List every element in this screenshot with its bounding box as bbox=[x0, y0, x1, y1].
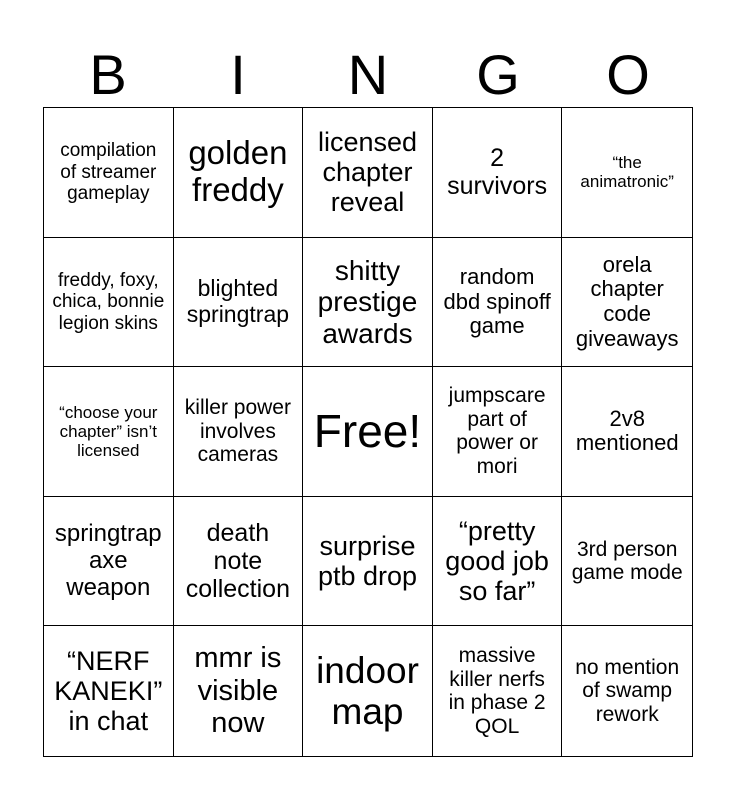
bingo-cell[interactable]: random dbd spinoff game bbox=[433, 238, 563, 368]
header-letter-o: O bbox=[606, 43, 650, 106]
bingo-cell[interactable]: springtrap axe weapon bbox=[44, 497, 174, 627]
bingo-header bbox=[43, 45, 693, 105]
bingo-cell[interactable]: golden freddy bbox=[174, 108, 304, 238]
bingo-cell[interactable]: 3rd person game mode bbox=[562, 497, 692, 627]
bingo-cell[interactable]: no mention of swamp rework bbox=[575, 655, 680, 726]
header-letter-g: G bbox=[476, 43, 520, 106]
bingo-cell[interactable]: indoor map bbox=[303, 626, 433, 756]
bingo-cell[interactable]: 2v8 mentioned bbox=[562, 367, 692, 497]
bingo-cell[interactable]: freddy, foxy, chica, bonnie legion skins bbox=[44, 238, 174, 368]
bingo-cell[interactable]: 2 survivors bbox=[433, 108, 563, 238]
bingo-cell[interactable]: surprise ptb drop bbox=[303, 497, 433, 627]
bingo-cell[interactable]: orela chapter code giveaways bbox=[562, 238, 692, 368]
header-letter-b: B bbox=[89, 43, 127, 106]
bingo-cell[interactable]: “NERF KANEKI” in chat bbox=[44, 626, 174, 756]
header-letter-i: I bbox=[230, 43, 246, 106]
bingo-cell[interactable]: massive killer nerfs in phase 2 QOL bbox=[433, 626, 563, 756]
free-space-cell[interactable]: Free! bbox=[303, 367, 433, 497]
header-letter-n: N bbox=[347, 43, 389, 106]
bingo-cell[interactable]: “the animatronic” bbox=[562, 108, 692, 238]
bingo-cell[interactable]: jumpscare part of power or mori bbox=[433, 367, 563, 497]
bingo-cell[interactable]: compilation of streamer gameplay bbox=[44, 108, 174, 238]
bingo-cell[interactable]: licensed chapter reveal bbox=[303, 108, 433, 238]
bingo-cell[interactable]: shitty prestige awards bbox=[303, 238, 433, 368]
bingo-cell[interactable]: killer power involves cameras bbox=[174, 367, 304, 497]
bingo-cell[interactable]: “choose your chapter” isn’t licensed bbox=[44, 367, 174, 497]
bingo-cell[interactable]: “pretty good job so far” bbox=[433, 497, 563, 627]
bingo-cell[interactable]: death note collection bbox=[174, 497, 304, 627]
bingo-cell[interactable]: mmr is visible now bbox=[174, 626, 304, 756]
bingo-board bbox=[43, 107, 693, 757]
bingo-cell[interactable]: blighted springtrap bbox=[174, 238, 304, 368]
